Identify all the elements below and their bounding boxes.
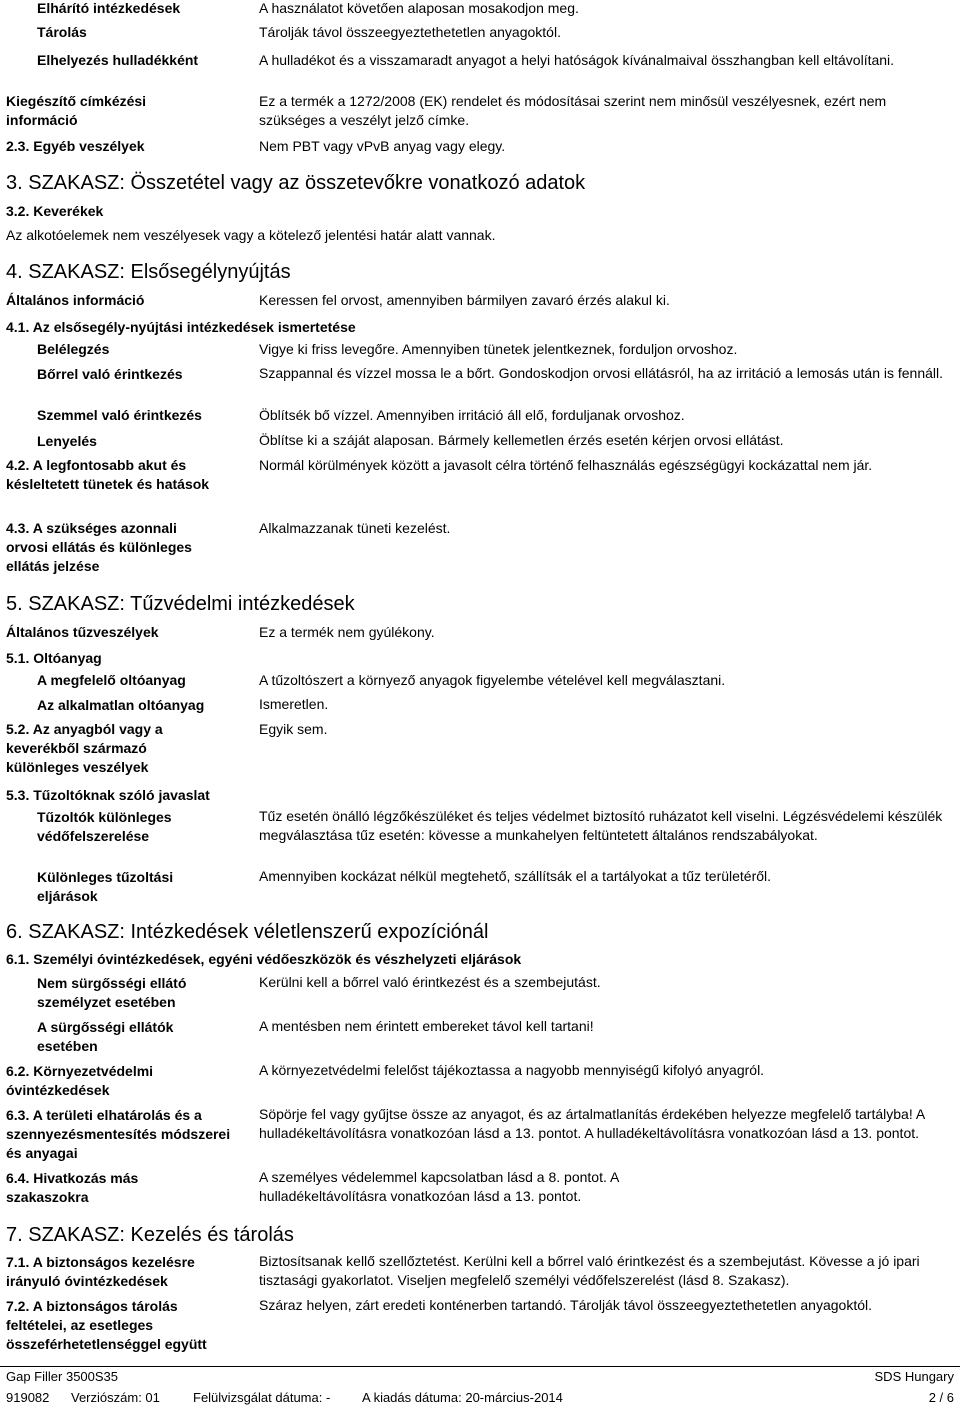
- section-5-1-heading: 5.1. Oltóanyag: [6, 650, 102, 666]
- label-non-emergency: Nem sürgősségi ellátó személyzet esetében: [37, 975, 187, 1010]
- section-6-title: 6. SZAKASZ: Intézkedések véletlenszerű expozíciónál: [6, 921, 489, 943]
- label-skin-contact: Bőrrel való érintkezés: [37, 366, 183, 382]
- footer-product-name: Gap Filler 3500S35: [6, 1369, 119, 1384]
- value-disposal: A hulladékot és a visszamaradt anyagot a helyi hatóságok kívánalmaival összhangban kell eltávolítani.: [259, 52, 895, 68]
- section-6-1-heading: 6.1. Személyi óvintézkedések, egyéni védőeszközök és vészhelyzeti eljárások: [6, 951, 522, 967]
- label-6-2-environmental: 6.2. Környezetvédelmi óvintézkedések: [6, 1063, 154, 1098]
- value-firefighter-equipment: Tűz esetén önálló légzőkészüléket és teljes védelmet biztosító ruházatot kell viselni. Légzésvédelemi készülék megválasztása tűz esetén: kövesse a munkahelyen feltüntetett általános rendszabályokat.: [259, 808, 943, 843]
- value-unsuitable-media: Ismeretlen.: [259, 696, 329, 712]
- value-4-3-treatment: Alkalmazzanak tüneti kezelést.: [259, 520, 451, 536]
- label-4-3-treatment: 4.3. A szükséges azonnali orvosi ellátás és különleges ellátás jelzése: [6, 520, 192, 574]
- footer-revision-date: Felülvizsgálat dátuma: -: [193, 1390, 331, 1405]
- label-7-1-handling: 7.1. A biztonságos kezelésre irányuló óvintézkedések: [6, 1254, 195, 1289]
- value-6-4-references: A személyes védelemmel kapcsolatban lásd a 8. pontot. A hulladékeltávolításra vonatkozóan lásd a 13. pontot.: [259, 1169, 619, 1204]
- section-7-title: 7. SZAKASZ: Kezelés és tárolás: [6, 1224, 294, 1246]
- section-5-title: 5. SZAKASZ: Tűzvédelmi intézkedések: [6, 593, 355, 615]
- value-6-2-environmental: A környezetvédelmi felelőst tájékoztassa a nagyobb mennyiségű kifolyó anyagról.: [259, 1062, 765, 1078]
- value-general-fire: Ez a termék nem gyúlékony.: [259, 624, 435, 640]
- label-7-2-storage: 7.2. A biztonságos tárolás feltételei, az esetleges összeférhetetlenséggel együtt: [6, 1298, 207, 1352]
- value-storage: Tárolják távol összeegyeztethetetlen anyagoktól.: [259, 24, 561, 40]
- value-6-3-containment: Söpörje fel vagy gyűjtse össze az anyagot, és az ártalmatlanítás érdekében helyezze megfelelő tartályba! A hulladékeltávolításra vonatkozóan lásd a 13. pontot. A hulladékeltávolításra vonatkozóan lásd a 13. pontot.: [259, 1106, 925, 1141]
- label-firefighter-equipment: Tűzoltók különleges védőfelszerelése: [37, 809, 172, 844]
- label-other-hazards: 2.3. Egyéb veszélyek: [6, 138, 145, 154]
- label-inhalation: Belélegzés: [37, 341, 110, 357]
- label-precaution: Elhárító intézkedések: [37, 0, 181, 16]
- section-3-text: Az alkotóelemek nem veszélyesek vagy a kötelező jelentési határ alatt vannak.: [6, 227, 496, 243]
- value-7-2-storage: Száraz helyen, zárt eredeti konténerben tartandó. Tárolják távol összeegyeztethetetlen anyagoktól.: [259, 1297, 873, 1313]
- value-7-1-handling: Biztosítsanak kellő szellőztetést. Kerülni kell a bőrrel való érintkezést és a szembejutást. Kövesse a jó ipari tisztasági gyakorlatot. Viseljen megfelelő személyi védőfelszerelést (lásd 8. Szakasz).: [259, 1253, 920, 1288]
- label-5-2-hazards: 5.2. Az anyagból vagy a keverékből származó különleges veszélyek: [6, 721, 163, 775]
- section-4-title: 4. SZAKASZ: Elsősegélynyújtás: [6, 261, 291, 283]
- label-4-2-symptoms: 4.2. A legfontosabb akut és késleltetett tünetek és hatások: [6, 457, 210, 492]
- label-unsuitable-media: Az alkalmatlan oltóanyag: [37, 697, 205, 713]
- label-eye-contact: Szemmel való érintkezés: [37, 407, 202, 423]
- value-ingestion: Öblítse ki a száját alaposan. Bármely kellemetlen érzés esetén kérjen orvosi ellátást.: [259, 432, 784, 448]
- value-5-2-hazards: Egyik sem.: [259, 721, 328, 737]
- section-3-title: 3. SZAKASZ: Összetétel vagy az összetevőkre vonatkozó adatok: [6, 172, 586, 194]
- value-general-info: Keressen fel orvost, amennyiben bármilyen zavaró érzés alakul ki.: [259, 292, 670, 308]
- label-6-4-references: 6.4. Hivatkozás más szakaszokra: [6, 1170, 139, 1205]
- label-ingestion: Lenyelés: [37, 433, 97, 449]
- value-non-emergency: Kerülni kell a bőrrel való érintkezést és a szembejutást.: [259, 974, 601, 990]
- footer-issue-date: A kiadás dátuma: 20-március-2014: [362, 1390, 563, 1405]
- label-suitable-media: A megfelelő oltóanyag: [37, 672, 186, 688]
- footer-doc-type: SDS Hungary: [874, 1369, 954, 1384]
- section-5-3-heading: 5.3. Tűzoltóknak szóló javaslat: [6, 787, 210, 803]
- value-other-hazards: Nem PBT vagy vPvB anyag vagy elegy.: [259, 138, 506, 154]
- label-disposal: Elhelyezés hulladékként: [37, 52, 199, 68]
- label-general-info: Általános információ: [6, 292, 145, 308]
- section-4-1-heading: 4.1. Az elsősegély-nyújtási intézkedések ismertetése: [6, 319, 356, 335]
- label-general-fire: Általános tűzveszélyek: [6, 624, 159, 640]
- value-precaution: A használatot követően alaposan mosakodjon meg.: [259, 0, 579, 16]
- section-3-2-heading: 3.2. Keverékek: [6, 203, 104, 219]
- value-inhalation: Vigye ki friss levegőre. Amennyiben tünetek jelentkeznek, forduljon orvoshoz.: [259, 341, 738, 357]
- value-supplemental-labelling: Ez a termék a 1272/2008 (EK) rendelet és módosításai szerint nem minősül veszélyesnek, ezért nem szükséges a veszélyt jelző címke.: [259, 93, 887, 128]
- footer-document-id: 919082: [6, 1390, 50, 1405]
- label-storage: Tárolás: [37, 24, 87, 40]
- label-6-3-containment: 6.3. A területi elhatárolás és a szennyezésmentesítés módszerei és anyagai: [6, 1107, 231, 1161]
- label-firefighting-procedures: Különleges tűzoltási eljárások: [37, 869, 174, 904]
- value-firefighting-procedures: Amennyiben kockázat nélkül megtehető, szállítsák el a tartályokat a tűz területéről.: [259, 868, 772, 884]
- value-emergency-responders: A mentésben nem érintett embereket távol kell tartani!: [259, 1018, 594, 1034]
- value-skin-contact: Szappannal és vízzel mossa le a bőrt. Gondoskodjon orvosi ellátásról, ha az irritáció a lemosás után is fennáll.: [259, 365, 944, 381]
- label-emergency-responders: A sürgősségi ellátók esetében: [37, 1019, 174, 1054]
- value-eye-contact: Öblítsék bő vízzel. Amennyiben irritáció áll elő, forduljanak orvoshoz.: [259, 407, 685, 423]
- footer-version: Verziószám: 01: [71, 1390, 160, 1405]
- label-supplemental-labelling: Kiegészítő címkézési információ: [6, 93, 147, 128]
- value-suitable-media: A tűzoltószert a környező anyagok figyelembe vételével kell megválasztani.: [259, 672, 726, 688]
- value-4-2-symptoms: Normál körülmények között a javasolt célra történő felhasználás egészségügyi kockázattal nem jár.: [259, 457, 873, 473]
- footer-page-number: 2 / 6: [928, 1390, 954, 1405]
- footer-divider: [0, 1366, 960, 1367]
